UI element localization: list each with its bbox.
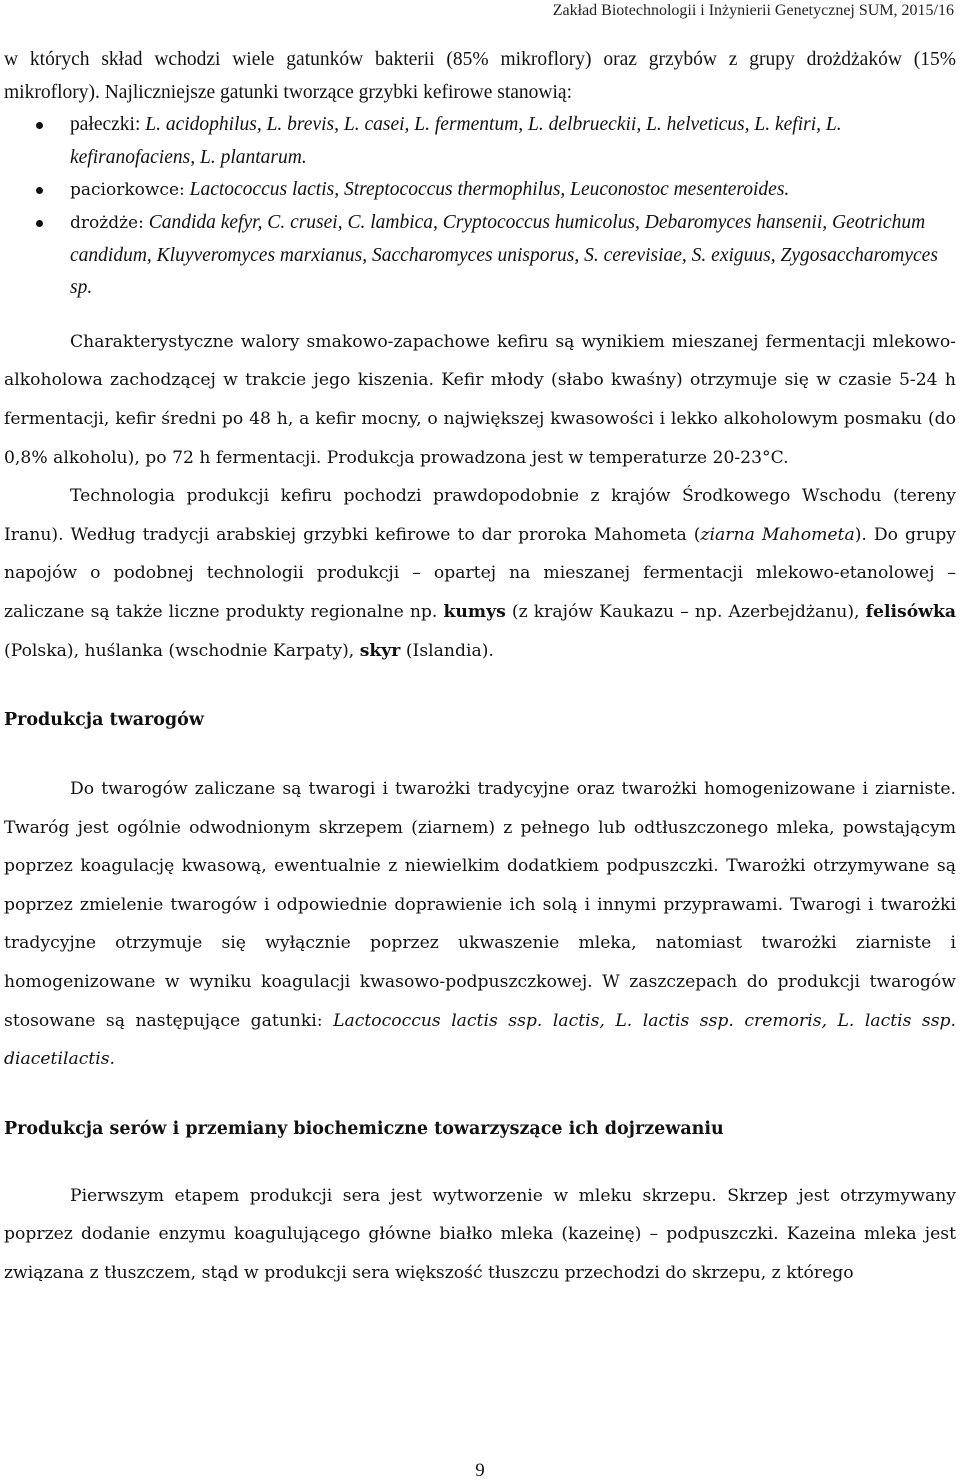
italic-species: Lactococcus lactis ssp. lactis, L. lactis ssp. cremoris, L. lactis ssp. diacetilactis.	[4, 1010, 956, 1070]
bold-term-skyr: skyr	[359, 640, 401, 661]
text-run: Do twarogów zaliczane są twarogi i twarożki tradycyjne oraz twarożki homogenizowane i ziarniste. Twaróg jest ogólnie odwodnionym skrzepem (ziarnem) z pełnego lub odtłuszczonego mleka, powstającym poprzez koagulację kwasową, ewentualnie z niewielkim dodatkiem podpuszczki. Twarożki otrzymywane są poprzez zmielenie twarogów i odpowiednie doprawienie ich solą i innymi przyprawami. Twarogi i twarożki tradycyjne otrzymuje się wyłącznie poprzez ukwaszenie mleka, natomiast twarożki ziarniste i homogenizowane w wyniku koagulacji kwasowo-podpuszczkowej. W zaszczepach do produkcji twarogów stosowane są następujące gatunki:	[4, 779, 956, 1031]
paragraph-kefir-fermentation: Charakterystyczne walory smakowo-zapachowe kefiru są wynikiem mieszanej fermentacji mlekowo-alkoholowa zachodzącej w trakcie jego kiszenia. Kefir młody (słabo kwaśny) otrzymuje się w czasie 5-24 h fermentacji, kefir średni po 48 h, a kefir mocny, o największej kwasowości i lekko alkoholowym posmaku (do 0,8% alkoholu), po 72 h fermentacji. Produkcja prowadzona jest w temperaturze 20-23°C.	[4, 331, 956, 468]
bold-term-felisowka: felisówka	[865, 601, 956, 622]
species-names: Candida kefyr, C. crusei, C. lambica, Cryptococcus humicolus, Debaromyces hansenii, Geotrichum candidum, Kluyveromyces marxianus, Saccharomyces unisporus, S. cerevisiae, S. exiguus, Zygosaccharomyces sp.	[70, 211, 938, 299]
section-heading-sery: Produkcja serów i przemiany biochemiczne towarzyszące ich dojrzewaniu	[4, 1118, 724, 1139]
text-run: (Polska), huślanka (wschodnie Karpaty),	[4, 640, 360, 661]
paragraph-twarogi	[4, 770, 956, 1079]
page-number: 9	[475, 1460, 485, 1481]
bullet-label: pałeczki:	[70, 114, 141, 136]
bullet-label: drożdże:	[70, 212, 144, 233]
paragraph-kefir-origin	[4, 477, 956, 670]
list-item-yeasts	[4, 207, 956, 305]
bold-term-kumys: kumys	[443, 601, 506, 622]
text-run: Technologia produkcji kefiru pochodzi prawdopodobnie z krajów Środkowego Wschodu (tereny Iranu). Według tradycji arabskiej grzybki kefirowe to dar proroka Mahometa (	[4, 486, 956, 545]
text-run: (Islandia).	[400, 640, 494, 661]
list-item-bacilli	[4, 109, 956, 174]
text-run: (z krajów Kaukazu – np. Azerbejdżanu),	[505, 601, 866, 622]
paragraph-sery: Pierwszym etapem produkcji sera jest wytworzenie w mleku skrzepu. Skrzep jest otrzymywany poprzez dodanie enzymu koagulującego główne białko mleka (kazeinę) – podpuszczki. Kazeina mleka jest związana z tłuszczem, stąd w produkcji sera większość tłuszczu przechodzi do skrzepu, z którego	[4, 1185, 956, 1284]
text-run: ). Do grupy napojów o podobnej technologii produkcji – opartej na mieszanej fermentacji mlekowo-etanolowej – zaliczane są także liczne produkty regionalne np.	[4, 524, 956, 622]
list-item-cocci	[4, 174, 956, 207]
species-list	[4, 109, 956, 305]
italic-term: ziarna Mahometa	[700, 524, 855, 545]
species-names: Lactococcus lactis, Streptococcus thermophilus, Leuconostoc mesenteroides.	[189, 179, 790, 201]
bullet-label: paciorkowce:	[70, 180, 185, 201]
document-body	[4, 44, 956, 1293]
running-header: Zakład Biotechnologii i Inżynierii Genetycznej SUM, 2015/16	[552, 2, 954, 19]
intro-paragraph: w których skład wchodzi wiele gatunków bakterii (85% mikroflory) oraz grzybów z grupy drożdżaków (15% mikroflory). Najliczniejsze gatunki tworzące grzybki kefirowe stanowią:	[4, 49, 956, 103]
species-names: L. acidophilus, L. brevis, L. casei, L. fermentum, L. delbrueckii, L. helveticus, L. kefiri, L. kefiranofaciens, L. plantarum.	[70, 114, 842, 168]
section-heading-twarogi: Produkcja twarogów	[4, 710, 204, 731]
